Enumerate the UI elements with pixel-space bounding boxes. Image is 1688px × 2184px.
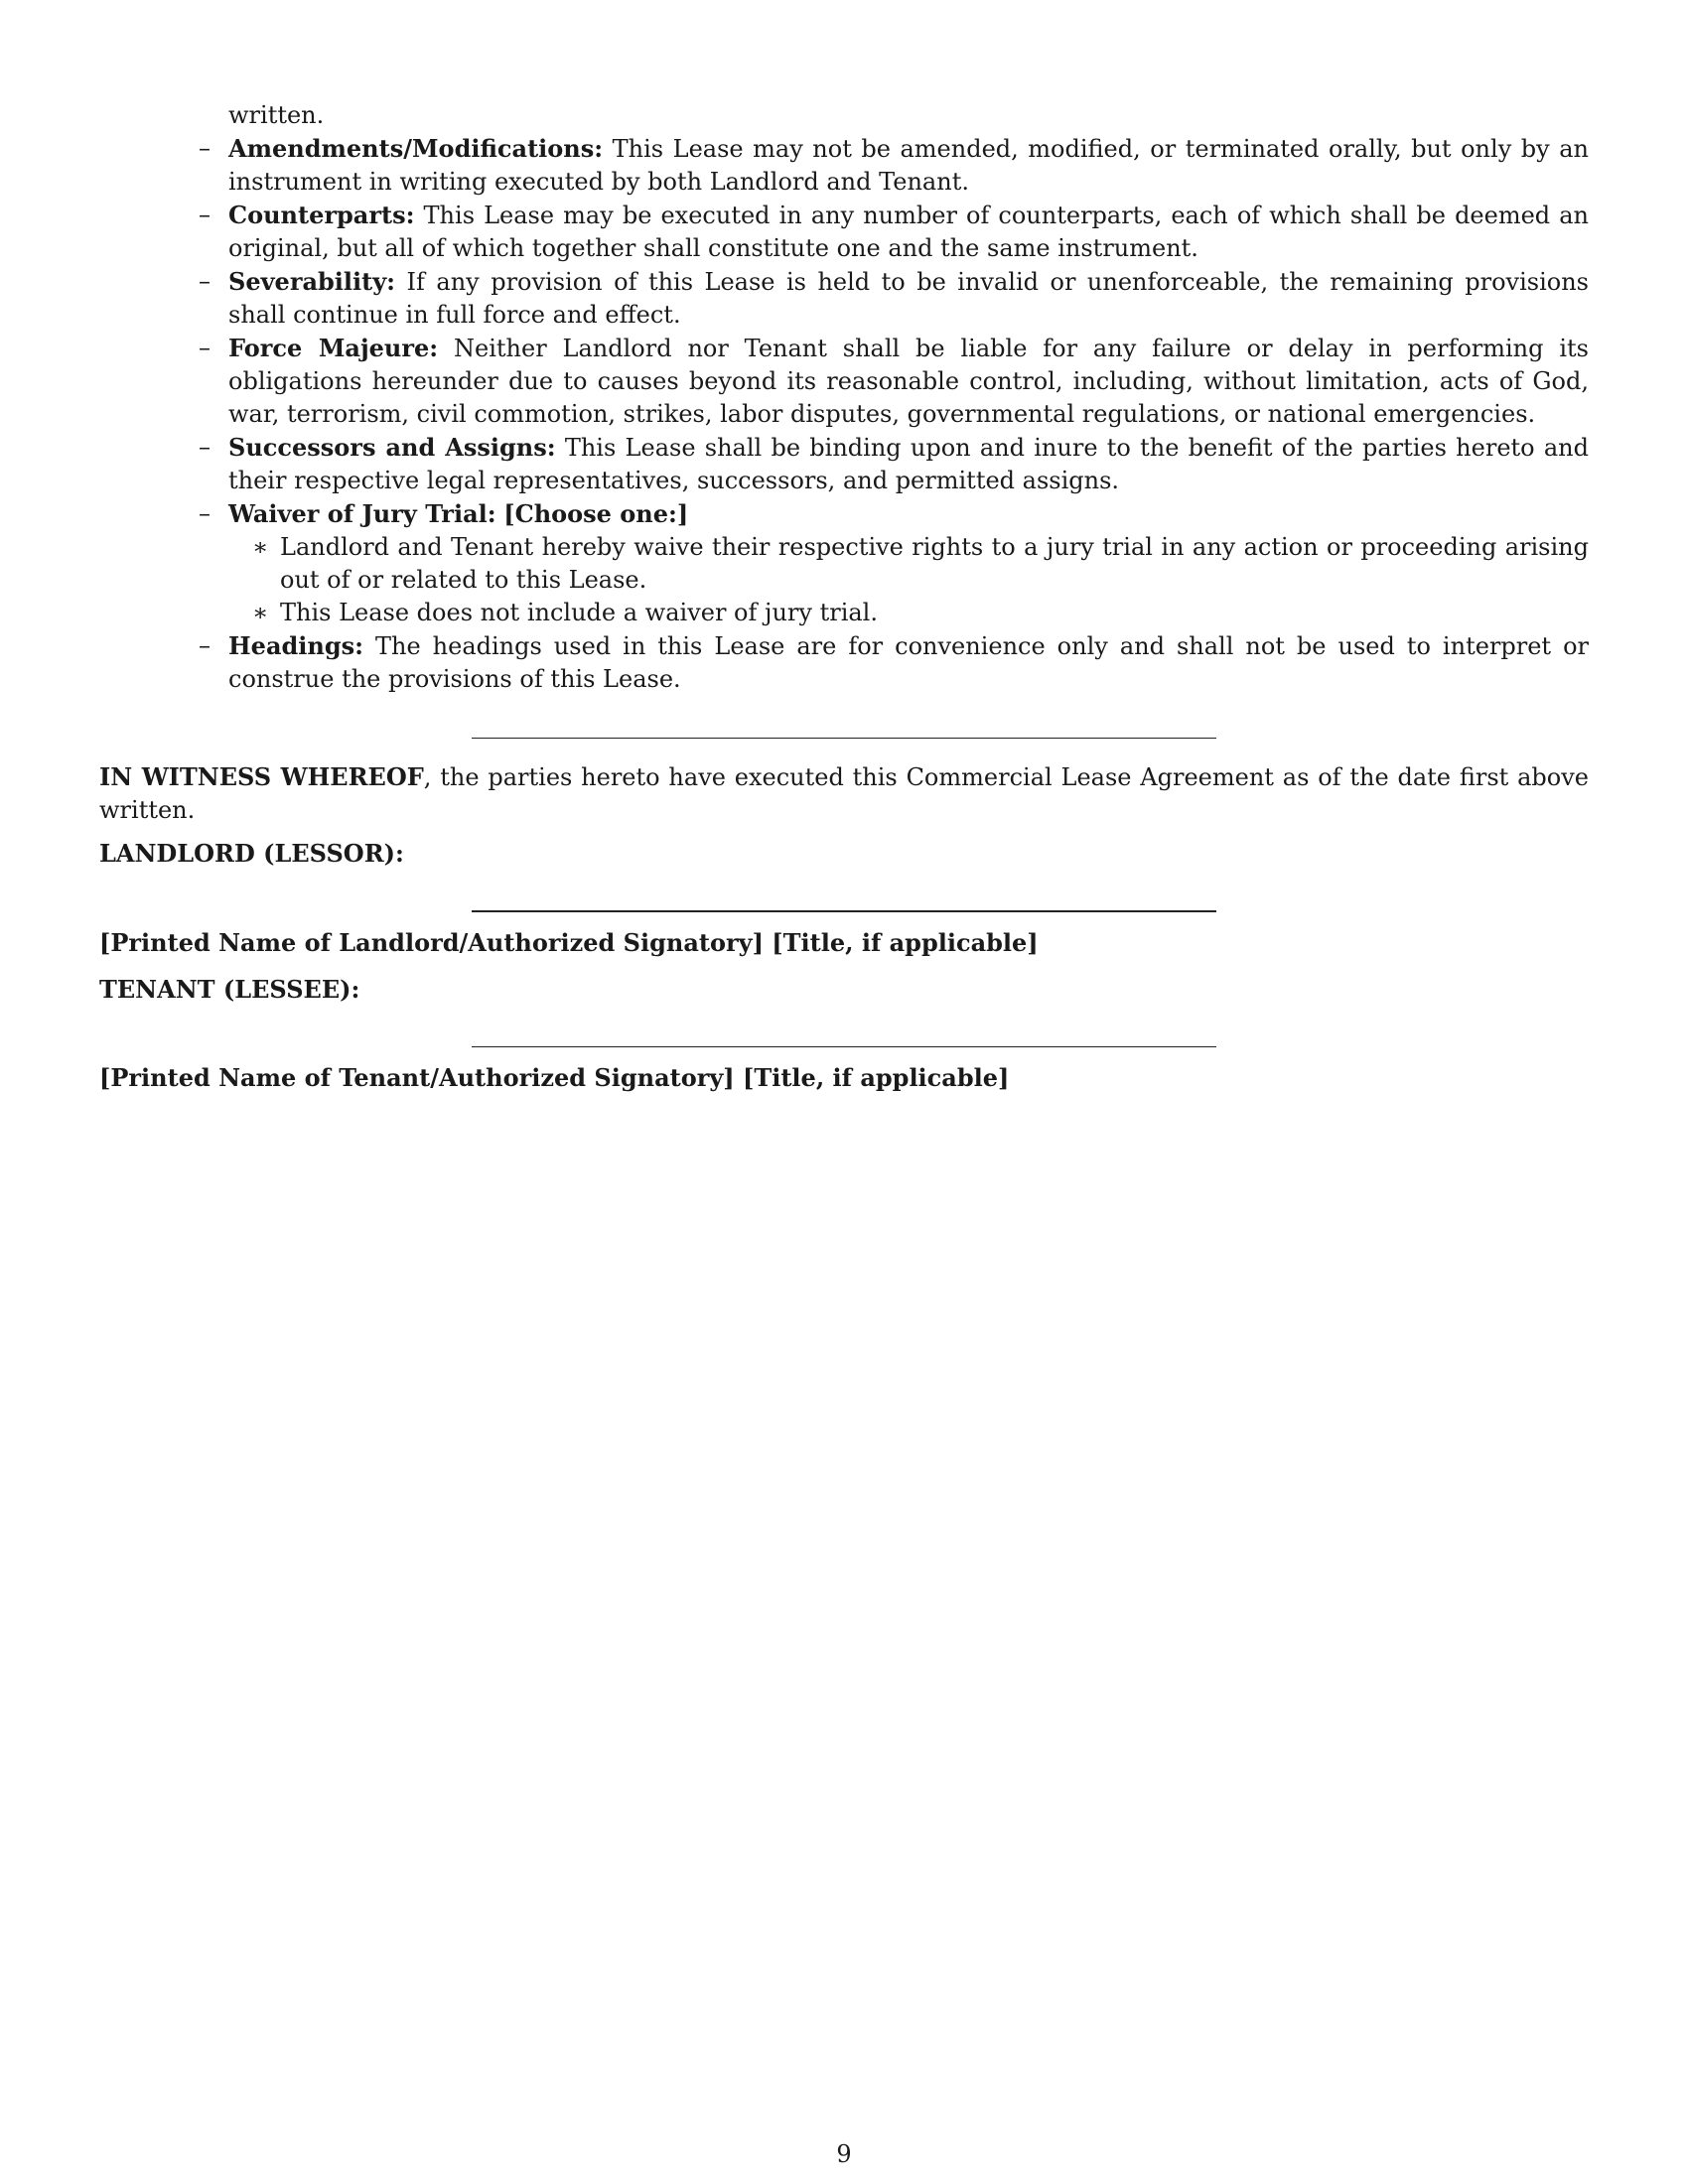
witness-paragraph xyxy=(99,760,1589,827)
page-content xyxy=(99,99,1589,1094)
clause-headings xyxy=(99,629,1589,696)
jury-waiver-option xyxy=(228,597,1589,629)
clause-heading: Counterparts: xyxy=(228,201,415,229)
option-text: This Lease does not include a waiver of jury trial. xyxy=(280,599,878,626)
clause-text: If any provision of this Lease is held to be invalid or unenforceable, the remaining provisions shall continue in full force and effect. xyxy=(228,268,1589,329)
dash-bullet: – xyxy=(199,267,211,295)
clause-counterparts xyxy=(99,199,1589,265)
clause-heading: Amendments/Modifications: xyxy=(228,134,604,163)
tenant-signature-line xyxy=(472,1046,1216,1047)
clause-amendments xyxy=(99,132,1589,199)
asterisk-bullet: ∗ xyxy=(252,599,269,626)
section-divider xyxy=(472,738,1216,739)
clause-text: This Lease shall be binding upon and inure to the benefit of the parties hereto and their respective legal representatives, successors, and permitted assigns. xyxy=(228,434,1589,494)
dash-bullet: – xyxy=(199,201,211,228)
dash-bullet: – xyxy=(199,433,211,461)
clause-text: This Lease may not be amended, modified, or terminated orally, but only by an instrument in writing executed by both Landlord and Tenant. xyxy=(228,135,1589,196)
witness-lead: IN WITNESS WHEREOF xyxy=(99,762,424,791)
landlord-printed-name: [Printed Name of Landlord/Authorized Signatory] [Title, if applicable] xyxy=(99,928,1039,957)
clause-heading: Successors and Assigns: xyxy=(228,433,556,462)
tenant-label: TENANT (LESSEE): xyxy=(99,975,360,1004)
dash-bullet: – xyxy=(199,499,211,527)
clause-list xyxy=(99,132,1589,696)
clause-heading: Waiver of Jury Trial: xyxy=(228,499,496,528)
clause-force-majeure xyxy=(99,332,1589,431)
witness-text: , the parties hereto have executed this Commercial Lease Agreement as of the date first above written. xyxy=(99,763,1589,824)
clause-heading: Headings: xyxy=(228,631,363,660)
clause-jury-waiver xyxy=(99,497,1589,629)
jury-waiver-options xyxy=(228,531,1589,629)
clause-heading: Force Majeure: xyxy=(228,334,439,362)
landlord-signature-line xyxy=(472,910,1216,912)
clause-text: Neither Landlord nor Tenant shall be liable for any failure or delay in performing its obligations hereunder due to causes beyond its reasonable control, including, without limitation, acts of God, war, terrorism, civil commotion, strikes, labor disputes, governmental regulations, or national emergencies. xyxy=(228,335,1589,428)
dash-bullet: – xyxy=(199,631,211,659)
clause-severability xyxy=(99,265,1589,332)
dash-bullet: – xyxy=(199,334,211,361)
clause-text: The headings used in this Lease are for convenience only and shall not be used to interpret or construe the provisions of this Lease. xyxy=(228,632,1589,693)
jury-waiver-option xyxy=(228,531,1589,597)
option-text: Landlord and Tenant hereby waive their respective rights to a jury trial in any action or proceeding arising out of or related to this Lease. xyxy=(280,533,1589,594)
dash-bullet: – xyxy=(199,134,211,162)
asterisk-bullet: ∗ xyxy=(252,533,269,561)
landlord-label: LANDLORD (LESSOR): xyxy=(99,839,404,868)
continuation-text: written. xyxy=(228,101,325,129)
page-number: 9 xyxy=(836,2140,852,2168)
choose-one-label: [Choose one:] xyxy=(503,499,689,528)
clause-text: This Lease may be executed in any number of counterparts, each of which shall be deemed an original, but all of which together shall constitute one and the same instrument. xyxy=(228,202,1590,262)
clause-heading: Severability: xyxy=(228,267,396,296)
tenant-printed-name: [Printed Name of Tenant/Authorized Signatory] [Title, if applicable] xyxy=(99,1063,1010,1092)
clause-successors xyxy=(99,431,1589,497)
